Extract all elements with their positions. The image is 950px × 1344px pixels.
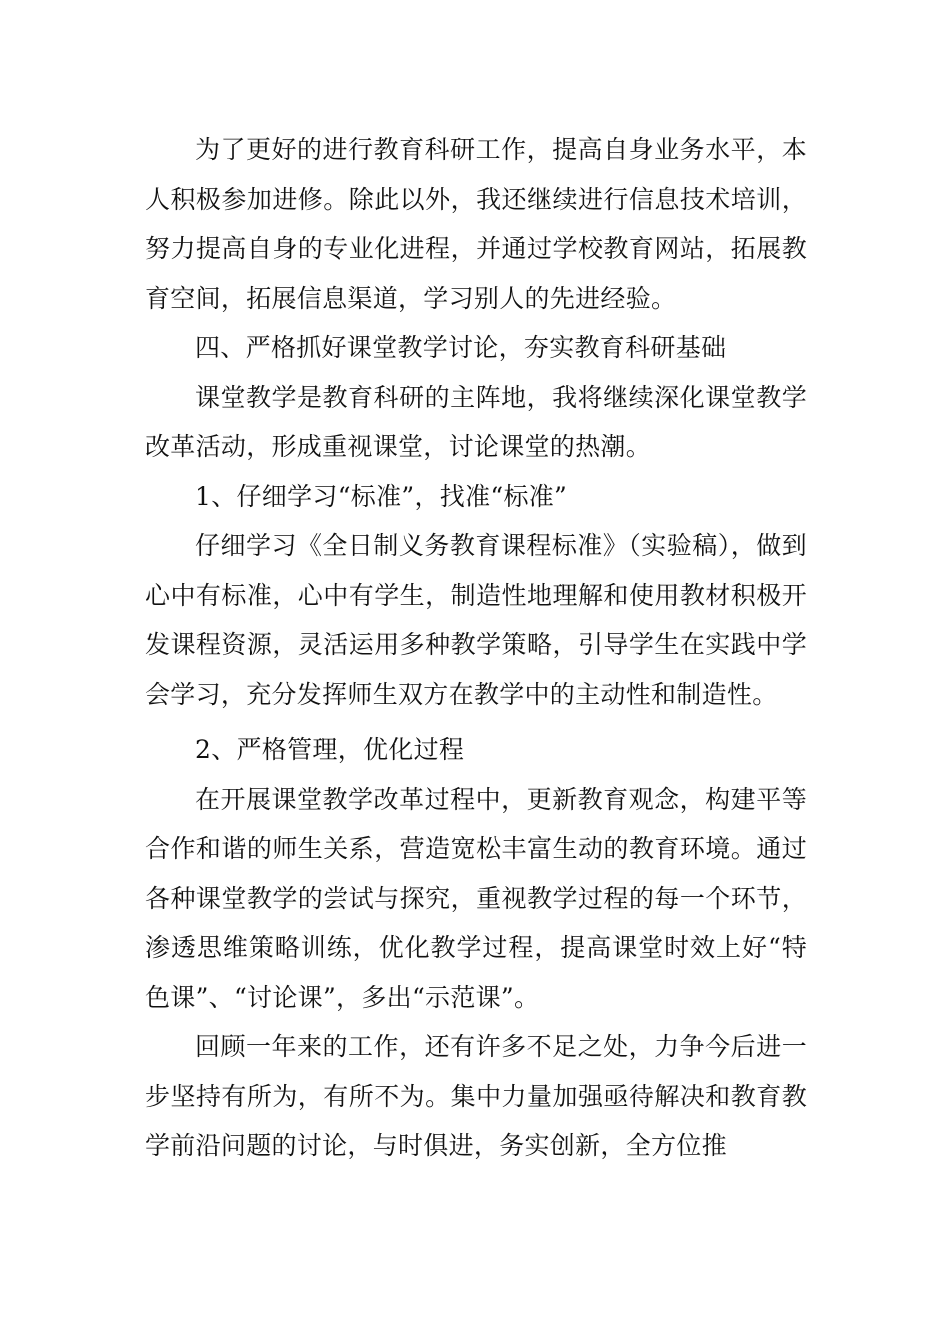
paragraph-standards: 仔细学习《全日制义务教育课程标准》（实验稿），做到心中有标准，心中有学生，制造性地理解和使用教材积极开发课程资源，灵活运用多种教学策略，引导学生在实践中学会学习，充分发挥师生双方在教学中的主动性和制造性。 (145, 531, 807, 709)
section-heading-four: 四、严格抓好课堂教学讨论，夯实教育科研基础 (195, 333, 727, 362)
paragraph-review: 回顾一年来的工作，还有许多不足之处，力争今后进一步坚持有所为，有所不为。集中力量加强亟待解决和教育教学前沿问题的讨论，与时俱进，务实创新，全方位推 (145, 1032, 807, 1160)
paragraph-classroom: 课堂教学是教育科研的主阵地，我将继续深化课堂教学改革活动，形成重视课堂，讨论课堂的热潮。 (145, 382, 807, 461)
paragraph-training: 为了更好的进行教育科研工作，提高自身业务水平，本人积极参加进修。除此以外，我还继续进行信息技术培训，努力提高自身的专业化进程，并通过学校教育网站，拓展教育空间，拓展信息渠道，学习别人的先进经验。 (145, 135, 807, 313)
document-page (145, 125, 807, 1171)
paragraph-management: 在开展课堂教学改革过程中，更新教育观念，构建平等合作和谐的师生关系，营造宽松丰富生动的教育环境。通过各种课堂教学的尝试与探究，重视教学过程的每一个环节，渗透思维策略训练，优化教学过程，提高课堂时效上好“特色课”、“讨论课”，多出“示范课”。 (145, 784, 807, 1012)
subheading-standards: 1、仔细学习“标准”，找准“标准” (195, 481, 568, 511)
subheading-management: 2、严格管理，优化过程 (195, 735, 465, 764)
